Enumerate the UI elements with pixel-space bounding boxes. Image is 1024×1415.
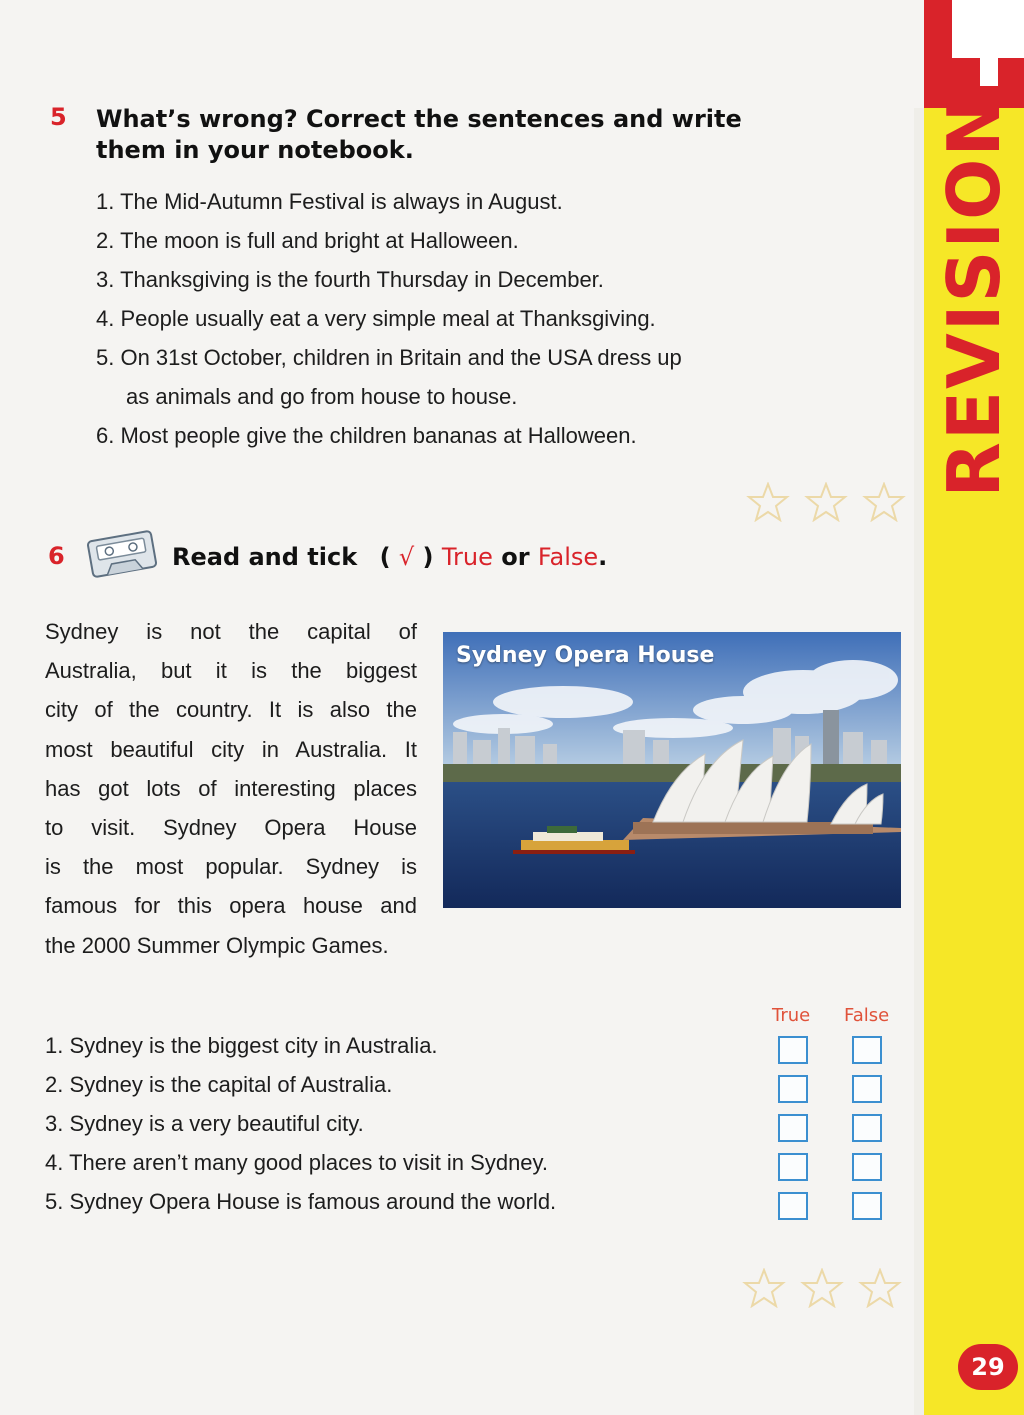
true-checkbox-5[interactable] <box>778 1192 808 1220</box>
list-item: 5. On 31st October, children in Britain and the USA dress up <box>96 345 682 370</box>
statement: 3. Sydney is a very beautiful city. <box>45 1111 364 1136</box>
or-word: or <box>501 543 530 571</box>
false-checkbox-4[interactable] <box>852 1153 882 1181</box>
title-period: . <box>598 543 608 571</box>
false-checkbox-3[interactable] <box>852 1114 882 1142</box>
revision-label: REVISION <box>932 94 1016 498</box>
true-checkbox-1[interactable] <box>778 1036 808 1064</box>
statement: 1. Sydney is the biggest city in Australia. <box>45 1033 438 1058</box>
column-header-false: False <box>844 1005 890 1026</box>
true-checkbox-3[interactable] <box>778 1114 808 1142</box>
false-checkbox-1[interactable] <box>852 1036 882 1064</box>
exercise-5-title-line-2: them in your notebook. <box>96 136 414 164</box>
column-header-true: True <box>772 1005 811 1026</box>
false-word: False <box>537 543 599 571</box>
passage-line: to visit. Sydney Opera House <box>45 815 417 841</box>
rating-stars <box>746 482 906 522</box>
passage-line: the 2000 Summer Olympic Games. <box>45 932 389 958</box>
false-checkbox-5[interactable] <box>852 1192 882 1220</box>
page-number: 29 <box>958 1344 1018 1390</box>
passage-line: Australia, but it is the biggest <box>45 658 417 684</box>
passage-line: most beautiful city in Australia. It <box>45 736 417 762</box>
true-checkbox-4[interactable] <box>778 1153 808 1181</box>
exercise-6-number: 6 <box>48 542 65 570</box>
passage-line: Sydney is not the capital of <box>45 619 417 644</box>
statement: 4. There aren’t many good places to visit in Sydney. <box>45 1150 549 1175</box>
exercise-6-title-text: Read and tick <box>172 543 358 571</box>
star-icon <box>865 484 903 520</box>
list-item: 1. The Mid-Autumn Festival is always in August. <box>96 189 563 214</box>
exercise-5-title-line-1: What’s wrong? Correct the sentences and write <box>96 105 742 133</box>
statement: 2. Sydney is the capital of Australia. <box>45 1072 393 1097</box>
photo-caption: Sydney Opera House <box>456 643 715 668</box>
exercise-5-number: 5 <box>50 103 67 131</box>
exercise-6-title <box>172 542 607 573</box>
star-icon <box>803 1270 841 1306</box>
tab-corner <box>952 0 1024 58</box>
statement: 5. Sydney Opera House is famous around the world. <box>45 1189 557 1214</box>
sydney-opera-house-photo <box>443 632 901 908</box>
passage-line: famous for this opera house and <box>45 893 417 919</box>
list-item: 2. The moon is full and bright at Halloween. <box>96 228 519 253</box>
star-icon <box>807 484 845 520</box>
false-checkbox-2[interactable] <box>852 1075 882 1103</box>
page-gutter <box>914 108 924 1415</box>
list-item: 3. Thanksgiving is the fourth Thursday in December. <box>96 267 604 292</box>
list-item: 6. Most people give the children bananas at Halloween. <box>96 423 637 448</box>
list-item-continuation: as animals and go from house to house. <box>126 384 518 409</box>
true-word: True <box>441 543 493 571</box>
reading-passage <box>45 612 417 965</box>
tick-mark: √ <box>398 543 415 571</box>
tab-marker <box>980 58 998 86</box>
open-paren: ( <box>379 543 391 571</box>
passage-line: has got lots of interesting places <box>45 775 417 801</box>
rating-stars <box>742 1268 902 1308</box>
true-checkbox-2[interactable] <box>778 1075 808 1103</box>
passage-line: city of the country. It is also the <box>45 697 417 723</box>
list-item: 4. People usually eat a very simple meal at Thanksgiving. <box>96 306 656 331</box>
star-icon <box>749 484 787 520</box>
exercise-5-sentence-list <box>96 186 816 459</box>
true-false-statements <box>45 1030 685 1225</box>
passage-line: is the most popular. Sydney is <box>45 854 417 880</box>
exercise-5-title <box>96 104 742 166</box>
cassette-icon <box>86 528 158 580</box>
star-icon <box>745 1270 783 1306</box>
close-paren: ) <box>422 543 434 571</box>
star-icon <box>861 1270 899 1306</box>
